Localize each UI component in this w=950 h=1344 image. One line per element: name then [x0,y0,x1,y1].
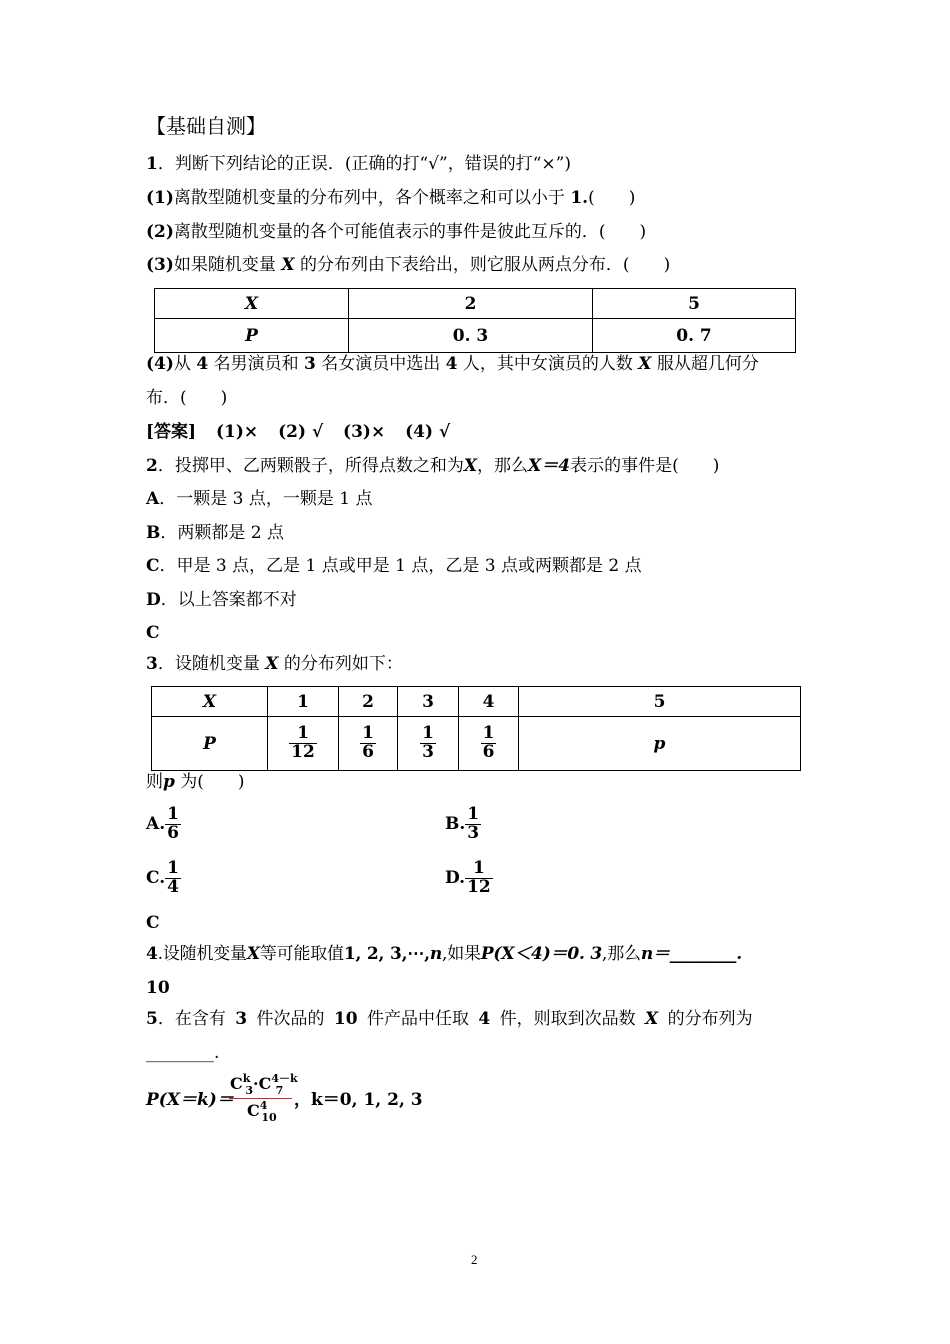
q3-ask-text: 则 [146,772,163,792]
combination-symbol: C [247,1101,260,1120]
s1-text: 离散型随机变量的分布列中，各个概率之和可以小于 [173,188,565,208]
q4-stem [146,946,742,963]
s4-text: 服从超几何分 [656,354,759,374]
q5-number-value: 4 [478,1009,491,1029]
table-cell [459,717,519,771]
s4-number-value: 4 [445,354,458,374]
s3-text-b: 的分布列由下表给出，则它服从两点分布．( ) [299,255,671,275]
subscript: 7 [275,1084,284,1097]
q5-answer-denominator [247,1099,277,1124]
s4-text: 人，其中女演员的人数 [462,354,633,374]
q3-ask-text: 为( ) [180,772,245,792]
q3-number: 3 [146,654,158,674]
table-cell: 3 [398,687,459,717]
q2-number: 2 [146,456,158,476]
superscript: k [242,1072,251,1085]
s1-value: 1. [570,188,589,208]
s3-number: (3) [146,255,174,275]
q1-number: 1 [146,154,158,174]
combination-symbol: C [230,1074,243,1093]
q5-answer-numerator [230,1072,298,1097]
q5-answer-lhs: P(X＝k)＝ [146,1090,234,1110]
section-title: 【基础自测】 [146,114,266,138]
q5-text: 件产品中任取 [366,1009,469,1029]
fraction-numerator: 1 [482,723,495,744]
q5-blank: ________. [146,1043,220,1063]
s4-number: (4) [146,354,174,374]
q3-ask-variable: p [163,772,175,792]
fraction [420,725,436,762]
s4-text: 名男演员和 [213,354,299,374]
option-text: ．以上答案都不对 [160,590,297,610]
q3-answer: C [146,913,160,933]
option-label: D. [445,867,466,888]
q1-statement-3 [146,257,670,274]
q3-stem-text: 的分布列如下： [283,654,403,674]
q3-option-c [146,860,181,897]
s3-text-a: 如果随机变量 [173,255,276,275]
option-text: ．两颗都是 2 点 [160,523,284,543]
fraction-numerator: 1 [297,723,309,744]
table-row [152,717,801,771]
table-row [152,687,801,717]
option-text: ．甲是 3 点，乙是 1 点或甲是 1 点，乙是 3 点或两颗都是 2 点 [159,556,642,576]
option-label: C [146,556,160,576]
fraction [165,860,181,897]
distribution-table [151,686,801,771]
q1-answer [146,424,450,441]
q1-statement-4 [146,356,759,373]
q4-ask: n＝________. [640,944,742,964]
q1-statement-2 [146,224,646,241]
fraction-denominator: 6 [482,742,495,762]
q3-option-b [445,806,481,843]
s4-number-value: 3 [303,354,316,374]
fraction-denominator: 6 [362,742,374,762]
q2-option-c [146,558,642,575]
table-cell [398,717,459,771]
q4-text: ,如果 [442,944,481,964]
fraction-numerator: 1 [467,804,480,824]
fraction-denominator: 3 [467,822,480,843]
q1-statement-1 [146,190,635,207]
option-label: B. [445,813,466,834]
fraction-numerator: 1 [362,723,374,744]
table-cell: p [519,717,801,771]
q5-number: 5 [146,1009,158,1029]
fraction [289,725,317,762]
table-cell: X [152,687,268,717]
superscript: 4 [259,1099,268,1112]
table-cell: 5 [519,687,801,717]
q4-text: ,那么 [602,944,641,964]
table-cell: 2 [339,687,398,717]
table-cell: 2 [349,289,593,319]
fraction [465,806,481,843]
option-label: B [146,523,161,543]
answer-item: (4) √ [405,422,451,442]
table-cell: X [155,289,349,319]
table-cell: 0. 3 [349,319,593,353]
two-point-table [154,288,796,353]
q3-option-a [146,806,181,843]
q2-condition: X＝4 [528,456,571,476]
q1-statement-4-line2: 布．( ) [146,388,228,408]
q2-stem [146,458,719,475]
q5-stem [146,1011,753,1028]
answer-item: (1)× [216,422,259,442]
q4-values: 1, 2, 3,⋯, [343,944,430,964]
answer-label: [答案] [146,422,197,442]
option-label: A [146,489,160,509]
s1-blank: ( ) [588,188,636,208]
s4-text: 名女演员中选出 [321,354,441,374]
q2-option-a [146,491,372,508]
fraction-numerator: 1 [167,858,179,878]
s4-number-value: 4 [196,354,209,374]
q2-answer: C [146,623,160,643]
fraction-denominator: 3 [422,742,434,762]
subscript: 3 [245,1084,254,1097]
q3-stem-text: ．设随机变量 [157,654,260,674]
q4-number: 4 [146,944,158,964]
fraction [165,806,181,843]
fraction-denominator: 12 [291,742,315,762]
superscript: 4－k [271,1072,298,1085]
q5-text: 件，则取到次品数 [499,1009,636,1029]
s4-variable: X [638,354,652,374]
s3-variable: X [281,255,295,275]
q4-condition: P(X＜4)＝0. 3 [480,944,603,964]
q4-n: n [429,944,443,964]
table-cell [268,717,339,771]
table-cell: 0. 7 [593,319,796,353]
q5-variable: X [645,1009,659,1029]
s4-text: 从 [173,354,191,374]
table-cell: 4 [459,687,519,717]
q5-number-value: 10 [333,1009,358,1029]
fraction-numerator: 1 [422,723,434,744]
q3-ask [146,774,245,791]
s2-text: 离散型随机变量的各个可能值表示的事件是彼此互斥的．( ) [173,222,647,242]
table-cell [339,717,398,771]
option-label: D [146,590,161,610]
q4-answer: 10 [146,978,170,998]
q5-text: 的分布列为 [667,1009,753,1029]
fraction-numerator: 1 [472,858,485,878]
table-cell: P [152,717,268,771]
fraction [481,725,497,762]
fraction [360,725,376,762]
q5-number-value: 3 [235,1009,248,1029]
page-number: 2 [471,1252,478,1267]
fraction-denominator: 4 [167,876,179,897]
q4-text: .设随机变量 [157,944,247,964]
fraction-denominator: 12 [467,876,491,897]
table-cell: P [155,319,349,353]
q2-option-d [146,592,297,609]
q2-stem-text: 表示的事件是( ) [570,456,720,476]
q4-variable: X [246,944,260,964]
q5-text: 件次品的 [256,1009,325,1029]
option-label: C. [146,867,166,888]
answer-item: (2) √ [278,422,324,442]
q3-variable: X [265,654,279,674]
q5-answer-rhs: ，k＝0, 1, 2, 3 [294,1090,423,1110]
table-row [155,319,796,353]
s2-number: (2) [146,222,174,242]
s1-number: (1) [146,188,174,208]
q3-option-d [445,860,493,897]
table-row [155,289,796,319]
q3-stem [146,656,403,673]
q5-text: ．在含有 [157,1009,226,1029]
option-label: A. [146,813,166,834]
fraction-numerator: 1 [167,804,179,824]
combination-symbol: C [258,1074,272,1093]
q2-variable: X [463,456,478,476]
q4-text: 等可能取值 [259,944,344,964]
answer-item: (3)× [343,422,386,442]
fraction-denominator: 6 [167,822,179,843]
table-cell: 1 [268,687,339,717]
subscript: 10 [261,1111,277,1124]
multiplication-dot: · [253,1074,259,1093]
q1-stem-text: ．判断下列结论的正误．(正确的打“√”，错误的打“×”) [157,154,571,174]
q1-stem [146,156,571,173]
table-cell: 5 [593,289,796,319]
q2-option-b [146,525,284,542]
q2-stem-text: ，那么 [477,456,529,476]
q2-stem-text: ．投掷甲、乙两颗骰子，所得点数之和为 [157,456,464,476]
fraction [465,860,493,897]
option-text: ．一颗是 3 点，一颗是 1 点 [159,489,373,509]
